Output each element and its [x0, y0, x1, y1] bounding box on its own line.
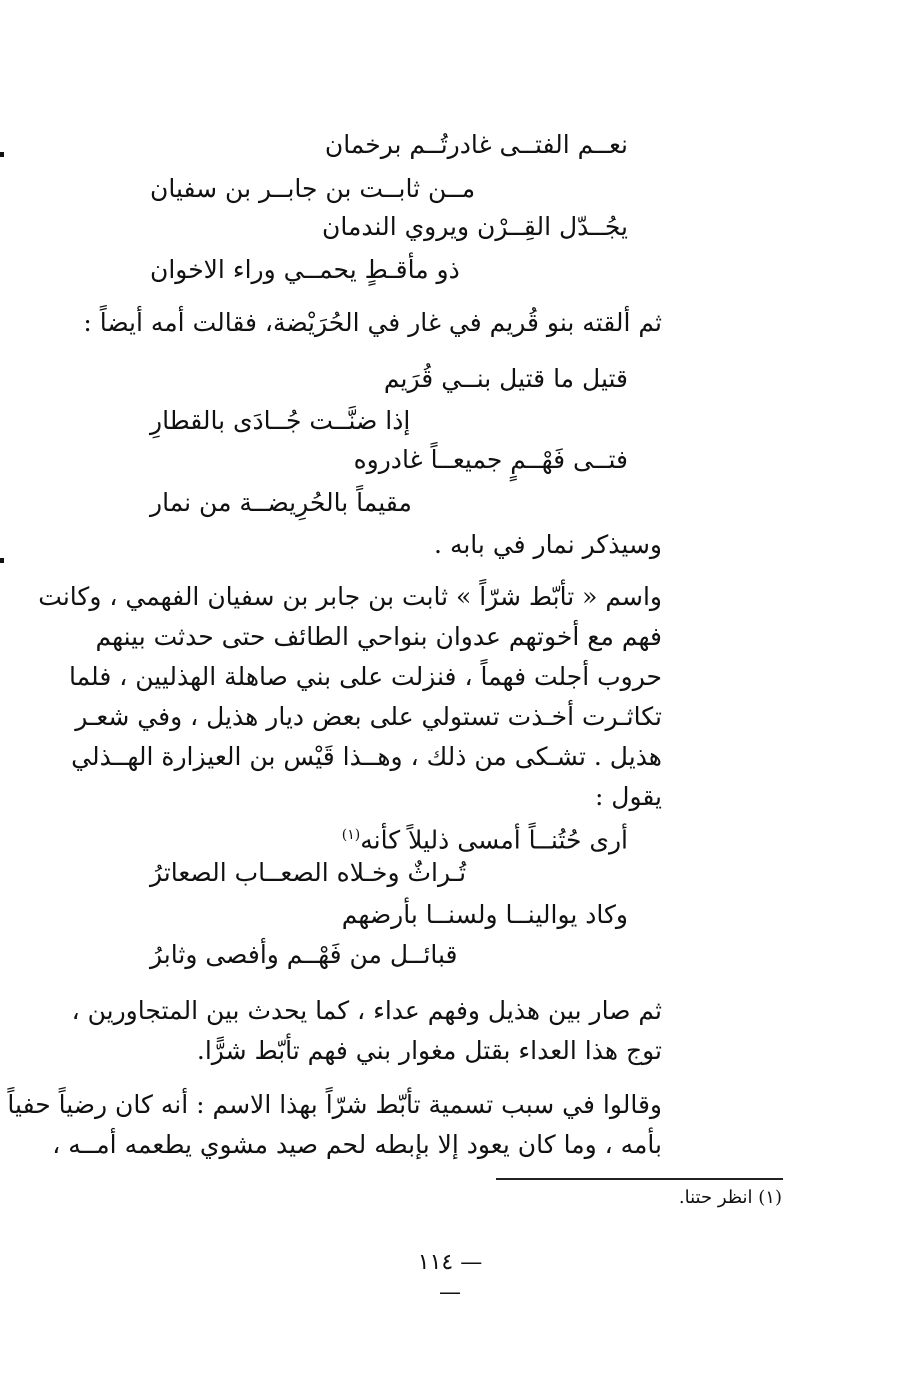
verse-line: مقيماً بالحُرِيضــة من نمار — [150, 488, 412, 517]
verse-line: ذو مأقـطٍ يحمــي وراء الاخوان — [150, 255, 460, 284]
scan-edge-mark — [0, 152, 4, 157]
paragraph-line: وسيذكر نمار في بابه . — [434, 530, 662, 559]
paragraph-line: بأمه ، وما كان يعود إلا بإبطه لحم صيد مشوي يطعمه أمــه ، — [52, 1130, 662, 1159]
footnote: (١) انظر حتنا. — [678, 1187, 782, 1208]
verse-line: تُـراثٌ وخـلاه الصعــاب الصعاترُ — [150, 858, 467, 887]
paragraph-line: ثم ألقته بنو قُريم في غار في الحُرَيْضة، فقالت أمه أيضاً : — [83, 308, 662, 337]
paragraph-line: فهم مع أخوتهم عدوان بنواحي الطائف حتى حدثت بينهم — [95, 622, 662, 651]
verse-line: يجُــدّل القِــرْن ويروي الندمان — [322, 212, 628, 241]
scan-edge-mark — [0, 558, 4, 563]
verse-line — [342, 818, 628, 857]
verse-line: فتــى فَهْــمٍ جميعــاً غادروه — [353, 445, 628, 474]
verse-line: قبائــل من فَهْــم وأفصى وثابرُ — [150, 940, 458, 969]
verse-text: أرى حُتُنــاً أمسى ذليلاً كأنه — [360, 825, 628, 855]
verse-line: وكاد يوالينــا ولسنــا بأرضهم — [341, 900, 628, 929]
verse-line: نعــم الفتــى غادرتُــم برخمان — [324, 130, 628, 159]
verse-line: مــن ثابــت بن جابــر بن سفيان — [150, 174, 476, 203]
paragraph-line: حروب أجلت فهماً ، فنزلت على بني صاهلة الهذليين ، فلما — [68, 662, 662, 691]
footnote-divider — [496, 1178, 783, 1180]
paragraph-line: تكاثـرت أخـذت تستولي على بعض ديار هذيل ، وفي شعـر — [75, 702, 662, 731]
paragraph-line: هذيل . تشـكى من ذلك ، وهــذا قَيْس بن العيزارة الهــذلي — [71, 742, 662, 771]
paragraph-line: يقول : — [594, 782, 662, 811]
paragraph-line: توج هذا العداء بقتل مغوار بني فهم تأبّط شرًّا. — [196, 1036, 662, 1065]
footnote-marker: (١) — [341, 827, 361, 843]
paragraph-line: واسم « تأبّط شرّاً » ثابت بن جابر بن سفيان الفهمي ، وكانت — [38, 582, 662, 611]
paragraph-line: ثم صار بين هذيل وفهم عداء ، كما يحدث بين المتجاورين ، — [71, 996, 662, 1025]
page-number: — ١١٤ — — [417, 1250, 483, 1305]
verse-line: إذا ضنَّــت جُــادَى بالقطارِ — [150, 406, 411, 435]
paragraph-line: وقالوا في سبب تسمية تأبّط شرّاً بهذا الاسم : أنه كان رضياً حفياً — [7, 1090, 662, 1119]
verse-line: قتيل ما قتيل بنــي قُرَيم — [383, 364, 628, 393]
